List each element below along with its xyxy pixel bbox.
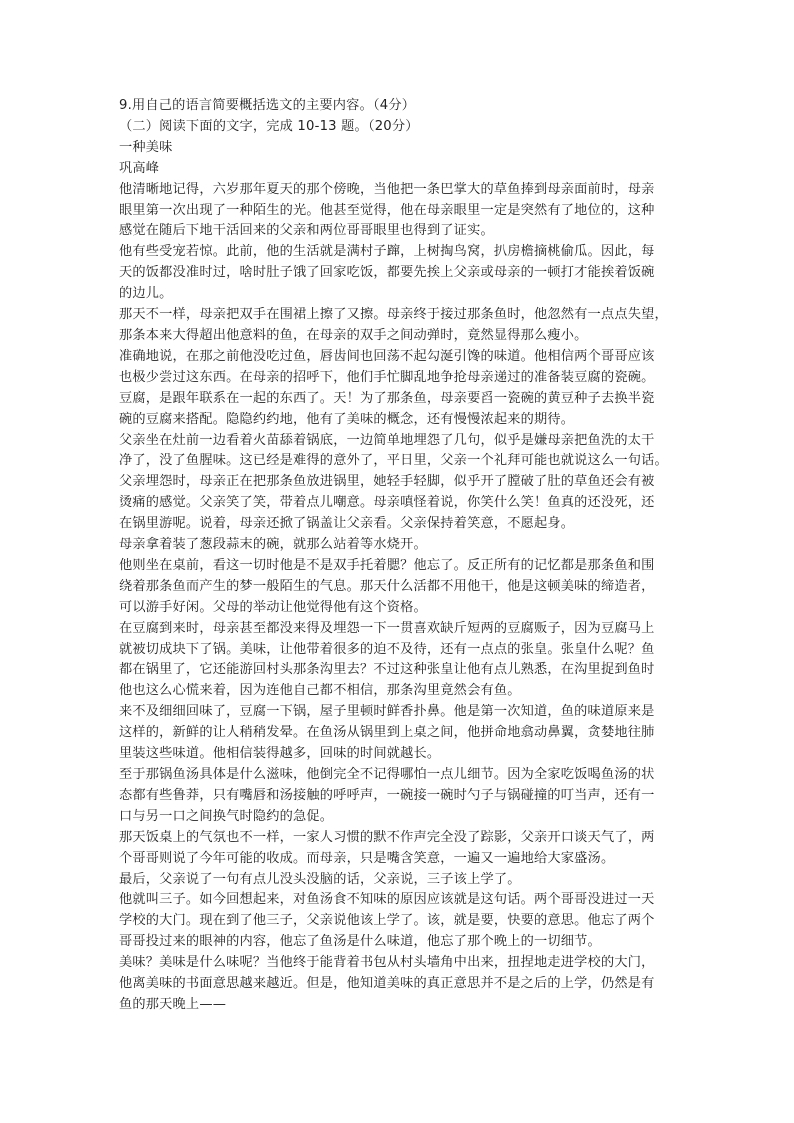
text-line: 净了，没了鱼腥味。这已经是难得的意外了，平日里，父亲一个礼拜可能也就说这么一句话。	[119, 453, 668, 469]
text-line: 豆腐，是跟年联系在一起的东西了。天！为了那条鱼，母亲要舀一瓷碗的黄豆种子去换半瓷	[119, 390, 655, 406]
text-line: 至于那锅鱼汤具体是什么滋味，他倒完全不记得哪怕一点儿细节。因为全家吃饭喝鱼汤的状	[119, 767, 655, 782]
text-line: 巩高峰	[119, 160, 160, 176]
text-line: 都在锅里了，它还能游回村头那条沟里去？不过这种张皇让他有点儿熟悉，在沟里捉到鱼时	[119, 662, 655, 678]
text-line: 一种美味	[119, 139, 173, 155]
text-line: 哥哥投过来的眼神的内容，他忘了鱼汤是什么味道，他忘了那个晚上的一切细节。	[119, 934, 601, 950]
text-line: 那天不一样，母亲把双手在围裙上擦了又擦。母亲终于接过那条鱼时，他忽然有一点点失望，	[119, 307, 668, 323]
text-line: 美味？美味是什么味呢？当他终于能背着书包从村头墙角中出来，扭捏地走进学校的大门，	[119, 955, 655, 971]
text-line: 烫痛的感觉。父亲笑了笑，带着点儿嘲意。母亲嗔怪着说，你笑什么笑！鱼真的还没死，还	[119, 495, 655, 511]
text-line: 鱼的那天晚上——	[119, 996, 227, 1012]
text-line: 那条本来大得超出他意料的鱼，在母亲的双手之间动弹时，竟然显得那么瘦小。	[119, 327, 588, 343]
text-line: 碗的豆腐来搭配。隐隐约约地，他有了美味的概念，还有慢慢浓起来的期待。	[119, 411, 575, 427]
text-line: 最后，父亲说了一句有点儿没头没脑的话，父亲说，三子该上学了。	[119, 871, 521, 887]
text-line: 他清晰地记得，六岁那年夏天的那个傍晚，当他把一条巴掌大的草鱼捧到母亲面前时，母亲	[119, 181, 655, 197]
text-line: 的边儿。	[119, 286, 173, 302]
text-line: 准确地说，在那之前他没吃过鱼，唇齿间也回荡不起勾涎引馋的味道。他相信两个哥哥应该	[119, 348, 655, 364]
document-body	[119, 96, 679, 1016]
text-line: 眼里第一次出现了一种陌生的光。他甚至觉得，他在母亲眼里一定是突然有了地位的，这种	[119, 202, 655, 218]
text-line: 来不及细细回味了，豆腐一下锅，屋子里顿时鲜香扑鼻。他是第一次知道，鱼的味道原来是	[119, 704, 655, 720]
text-line: 他也这么心慌来着，因为连他自己都不相信，那条沟里竟然会有鱼。	[119, 683, 521, 699]
text-line: 这样的，新鲜的让人稍稍发晕。在鱼汤从锅里到上桌之间，他拼命地翕动鼻翼，贪婪地往肺	[119, 725, 655, 741]
text-line: 学校的大门。现在到了他三子，父亲说他该上学了。该，就是要，快要的意思。他忘了两个	[119, 913, 655, 929]
text-line: 绕着那条鱼而产生的梦一般陌生的气息。那天什么活都不用他干，他是这顿美味的缔造者，	[119, 578, 655, 594]
text-line: 他有些受宠若惊。此前，他的生活就是满村子蹿，上树掏鸟窝，扒房檐摘桃偷瓜。因此，每	[119, 244, 655, 260]
text-line: 个哥哥则说了今年可能的收成。而母亲，只是嘴含笑意，一遍又一遍地给大家盛汤。	[119, 850, 615, 866]
text-line: 态都有些鲁莽，只有嘴唇和汤接触的呼呼声，一碗接一碗时勺子与锅碰撞的叮当声，还有一	[119, 787, 655, 803]
text-line: 在豆腐到来时，母亲甚至都没来得及埋怨一下一贯喜欢缺斤短两的豆腐贩子，因为豆腐马上	[119, 620, 655, 636]
text-line: 口与另一口之间换气时隐约的急促。	[119, 808, 334, 824]
text-line: 那天饭桌上的气氛也不一样，一家人习惯的默不作声完全没了踪影，父亲开口谈天气了，两	[119, 829, 655, 845]
text-line: 他则坐在桌前，看这一切时他是不是双手托着腮？他忘了。反正所有的记忆都是那条鱼和围	[119, 557, 655, 573]
text-line: 母亲拿着装了葱段蒜末的碗，就那么站着等水烧开。	[119, 537, 427, 553]
text-line: 父亲埋怨时，母亲正在把那条鱼放进锅里，她轻手轻脚，似乎开了膛破了肚的草鱼还会有被	[119, 474, 655, 490]
text-line: 可以游手好闲。父母的举动让他觉得他有这个资格。	[119, 599, 427, 615]
text-line: 他就叫三子。如今回想起来，对鱼汤食不知味的原因应该就是这句话。两个哥哥没进过一天	[119, 892, 655, 908]
text-line: 父亲坐在灶前一边看着火苗舔着锅底，一边简单地埋怨了几句，似乎是嫌母亲把鱼洗的太干	[119, 432, 655, 448]
text-line: 9.用自己的语言简要概括选文的主要内容。（4分）	[119, 98, 416, 113]
text-line: 就被切成块下了锅。美味，让他带着很多的迫不及待，还有一点点的张皇。张皇什么呢？鱼	[119, 641, 655, 657]
text-line: 也极少尝过这东西。在母亲的招呼下，他们手忙脚乱地争抢母亲递过的准备装豆腐的瓷碗。	[119, 369, 655, 385]
text-line: （二）阅读下面的文字，完成 10-13 题。（20分）	[119, 118, 419, 134]
text-line: 天的饭都没准时过，啥时肚子饿了回家吃饭，都要先挨上父亲或母亲的一顿打才能挨着饭碗	[119, 265, 655, 281]
text-line: 感觉在随后下地干活回来的父亲和两位哥哥眼里也得到了证实。	[119, 223, 494, 239]
text-line: 他离美味的书面意思越来越近。但是，他知道美味的真正意思并不是之后的上学，仍然是有	[119, 976, 655, 992]
text-line: 里装这些味道。他相信装得越多，回味的时间就越长。	[119, 746, 441, 762]
text-line: 在锅里游呢。说着，母亲还掀了锅盖让父亲看。父亲保持着笑意，不愿起身。	[119, 516, 575, 532]
